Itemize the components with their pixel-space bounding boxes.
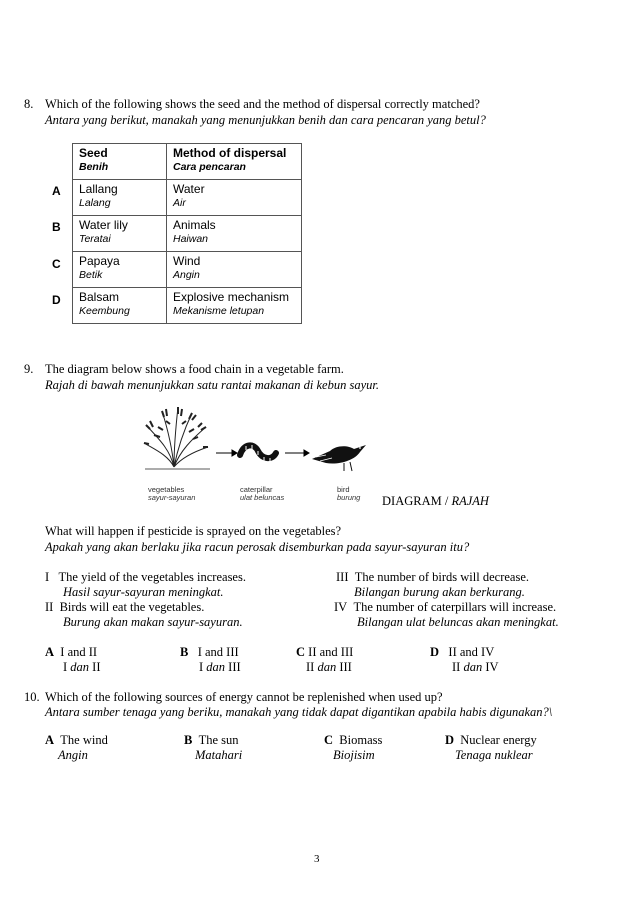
q9-option-b[interactable]: B I and III — [180, 645, 239, 659]
q9-sub-question-ms: Apakah yang akan berlaku jika racun perosak disemburkan pada sayur-sayuran itu? — [45, 540, 470, 554]
statement-i: I The yield of the vegetables increases. — [45, 570, 246, 584]
seed-cell: Balsam Keembung — [73, 288, 167, 324]
caption-bird: bird burung — [337, 485, 361, 502]
option-letter-d: D — [52, 293, 61, 307]
q9-option-a[interactable]: A I and II — [45, 645, 98, 659]
statement-iii-ms: Bilangan burung akan berkurang. — [354, 585, 525, 599]
statement-i-ms: Hasil sayur-sayuran meningkat. — [63, 585, 224, 599]
q10-option-d[interactable]: D Nuclear energy — [445, 733, 537, 747]
seed-cell: Papaya Betik — [73, 252, 167, 288]
q9-option-b-ms: I dan III — [199, 660, 241, 674]
statement-ii-ms: Burung akan makan sayur-sayuran. — [63, 615, 243, 629]
q9-option-c-ms: II dan III — [306, 660, 352, 674]
food-chain-diagram — [140, 405, 390, 480]
table-header-row — [73, 144, 302, 180]
q10-number: 10. — [24, 690, 40, 704]
method-cell: Water Air — [167, 180, 302, 216]
page-number: 3 — [314, 853, 320, 865]
seed-cell: Water lily Teratai — [73, 216, 167, 252]
option-letter-b: B — [52, 220, 61, 234]
q9-number: 9. — [24, 362, 34, 376]
bird-icon — [312, 445, 366, 471]
option-letter-a: A — [52, 184, 61, 198]
q10-option-c[interactable]: C Biomass — [324, 733, 383, 747]
caption-caterpillar: caterpillar ulat beluncas — [240, 485, 285, 502]
statement-ii: II Birds will eat the vegetables. — [45, 600, 205, 614]
method-cell: Explosive mechanism Mekanisme letupan — [167, 288, 302, 324]
q9-sub-question: What will happen if pesticide is sprayed on the vegetables? — [45, 524, 342, 538]
table-row — [73, 216, 302, 252]
q10-option-c-ms: Biojisim — [333, 748, 375, 762]
diagram-label: DIAGRAM / RAJAH — [382, 494, 489, 508]
q10-option-a-ms: Angin — [58, 748, 88, 762]
option-letter-c: C — [52, 257, 61, 271]
seed-cell: Lallang Lalang — [73, 180, 167, 216]
statement-iii: III The number of birds will decrease. — [336, 570, 529, 584]
q9-option-c[interactable]: C II and III — [296, 645, 354, 659]
statement-iv: IV The number of caterpillars will increase. — [334, 600, 557, 614]
header-method: Method of dispersal Cara pencaran — [167, 144, 302, 180]
statement-iv-ms: Bilangan ulat beluncas akan meningkat. — [357, 615, 559, 629]
q9-option-d-ms: II dan IV — [452, 660, 499, 674]
vegetables-icon — [144, 407, 210, 469]
caption-vegetables: vegetables sayur-sayuran — [148, 485, 196, 502]
caterpillar-icon — [240, 445, 276, 462]
method-cell: Animals Haiwan — [167, 216, 302, 252]
q9-question-ms: Rajah di bawah menunjukkan satu rantai makanan di kebun sayur. — [45, 378, 379, 392]
method-cell: Wind Angin — [167, 252, 302, 288]
seed-dispersal-table — [72, 143, 302, 324]
table-row — [73, 252, 302, 288]
table-row — [73, 180, 302, 216]
q10-option-b[interactable]: B The sun — [184, 733, 239, 747]
q8-number: 8. — [24, 97, 34, 111]
q10-option-a[interactable]: A The wind — [45, 733, 108, 747]
table-row — [73, 288, 302, 324]
q8-question-ms: Antara yang berikut, manakah yang menunjukkan benih dan cara pencaran yang betul? — [45, 113, 486, 127]
q9-option-a-ms: I dan II — [63, 660, 101, 674]
q10-question: Which of the following sources of energy cannot be replenished when used up? — [45, 690, 443, 704]
q9-question: The diagram below shows a food chain in a vegetable farm. — [45, 362, 344, 376]
q10-option-b-ms: Matahari — [195, 748, 243, 762]
q9-option-d[interactable]: D II and IV — [430, 645, 495, 659]
header-seed: Seed Benih — [73, 144, 167, 180]
q8-question: Which of the following shows the seed and the method of dispersal correctly matched? — [45, 97, 480, 111]
q10-option-d-ms: Tenaga nuklear — [455, 748, 533, 762]
q10-question-ms: Antara sumber tenaga yang beriku, manakah yang tidak dapat digantikan apabila habis digunakan?\ — [45, 705, 553, 719]
arrow-icon — [216, 450, 237, 456]
arrow-icon — [285, 450, 309, 456]
